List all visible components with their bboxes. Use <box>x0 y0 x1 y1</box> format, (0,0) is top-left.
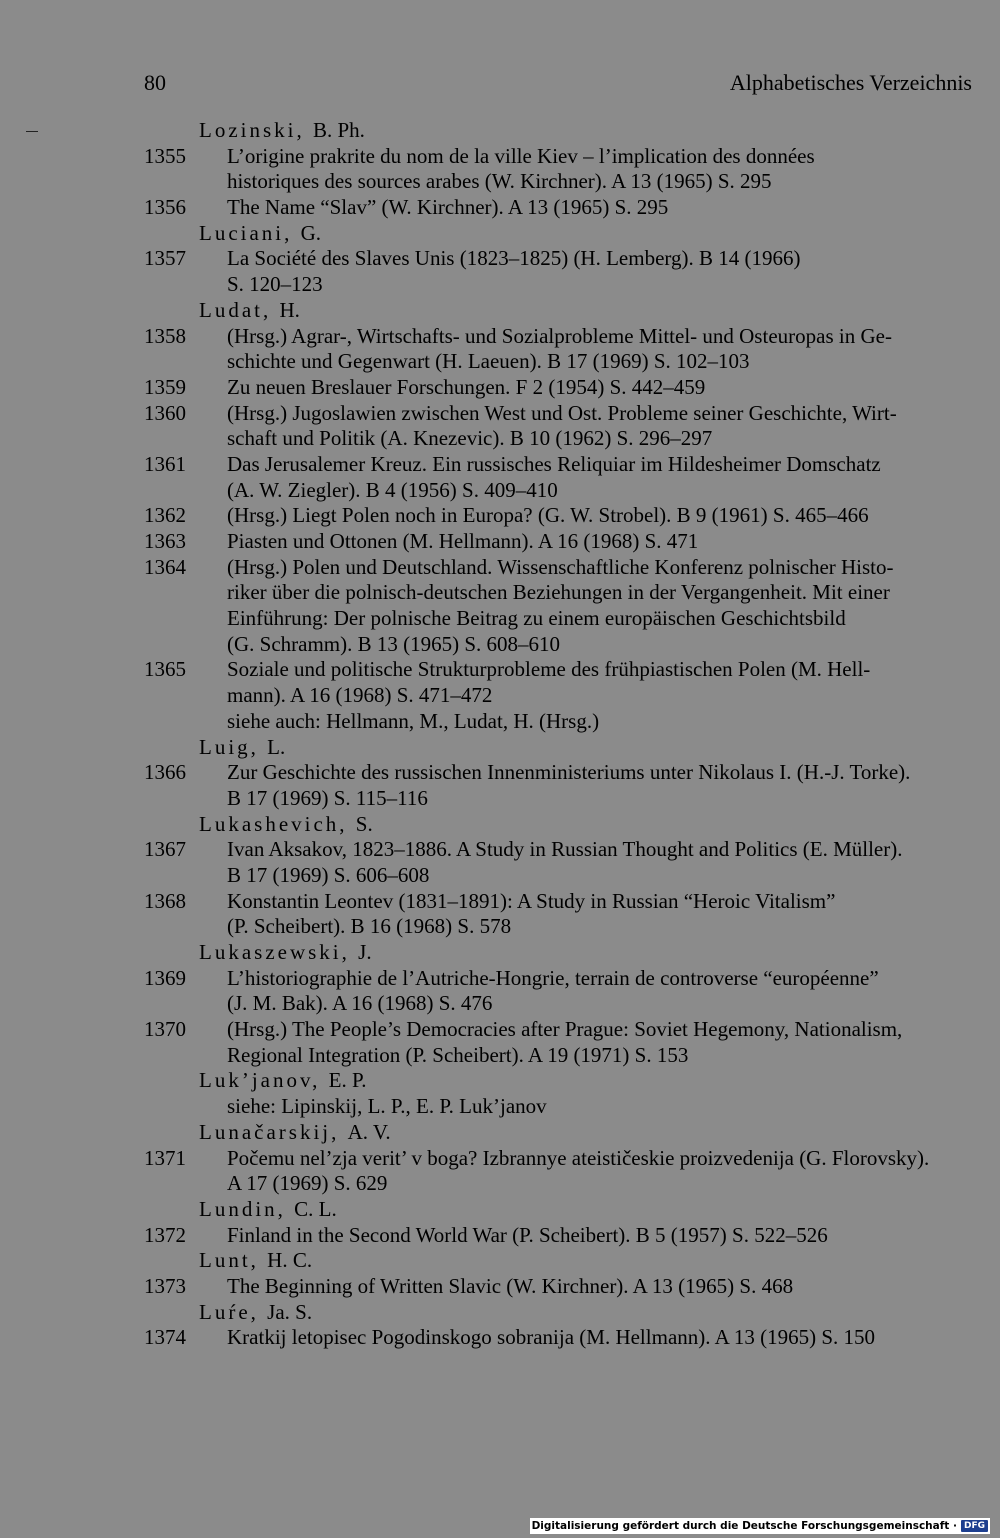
author-initials: Ja. S. <box>267 1299 313 1324</box>
author-name <box>199 1248 312 1274</box>
author-initials: L. <box>267 734 286 759</box>
entry-text: B 17 (1969) S. 115–116 <box>227 785 428 810</box>
entry-number: 1371 <box>144 1145 186 1170</box>
index-entry <box>0 452 1000 478</box>
entry-continuation <box>0 683 1000 709</box>
entry-text: The Name “Slav” (W. Kirchner). A 13 (1965) S. 295 <box>227 195 669 220</box>
entry-text: Soziale und politische Strukturprobleme des frühpiastischen Polen (M. Hell- <box>227 657 871 682</box>
entry-number: 1369 <box>144 965 186 990</box>
entry-number: 1355 <box>144 143 186 168</box>
entry-continuation <box>0 1171 1000 1197</box>
entry-text: (G. Schramm). B 13 (1965) S. 608–610 <box>227 631 561 656</box>
entry-text: siehe: Lipinskij, L. P., E. P. Luk’janov <box>227 1094 547 1119</box>
author-heading <box>0 1197 1000 1223</box>
entry-number: 1358 <box>144 323 186 348</box>
author-name <box>199 940 372 966</box>
dfg-logo: DFG <box>961 1520 988 1532</box>
entry-text: (Hrsg.) Jugoslawien zwischen West und Ost. Probleme seiner Geschichte, Wirt- <box>227 400 897 425</box>
entry-number: 1363 <box>144 529 186 553</box>
index-entry <box>0 195 1000 221</box>
author-name <box>199 221 321 247</box>
entry-text: riker über die polnisch-deutschen Beziehungen in der Vergangenheit. Mit einer <box>227 580 890 605</box>
entry-number: 1373 <box>144 1273 186 1298</box>
index-entry <box>0 837 1000 863</box>
entry-number: 1356 <box>144 195 186 220</box>
entry-text: The Beginning of Written Slavic (W. Kirchner). A 13 (1965) S. 468 <box>227 1273 794 1298</box>
entry-text: Počemu nel’zja verit’ v boga? Izbrannye ateističeskie proizvedenija (G. Florovsky). <box>227 1145 930 1170</box>
entry-continuation <box>0 349 1000 375</box>
entry-number: 1372 <box>144 1222 186 1247</box>
author-surname: Lundin, <box>199 1196 286 1221</box>
author-name <box>199 1120 391 1146</box>
entry-text: L’historiographie de l’Autriche-Hongrie, terrain de controverse “européenne” <box>227 965 879 990</box>
entry-number: 1364 <box>144 554 186 579</box>
author-surname: Lukaszewski, <box>199 940 350 964</box>
entry-continuation <box>0 169 1000 195</box>
author-name <box>199 298 300 324</box>
entry-text: A 17 (1969) S. 629 <box>227 1171 388 1196</box>
author-name <box>199 1300 312 1326</box>
author-initials: H. <box>279 297 300 322</box>
entry-text: Ivan Aksakov, 1823–1886. A Study in Russian Thought and Politics (E. Müller). <box>227 837 903 862</box>
author-initials: S. <box>355 811 373 836</box>
entry-text: Piasten und Ottonen (M. Hellmann). A 16 (1968) S. 471 <box>227 529 699 553</box>
index-entry <box>0 760 1000 786</box>
entry-text: Einführung: Der polnische Beitrag zu einem europäischen Geschichtsbild <box>227 606 846 631</box>
author-heading <box>0 298 1000 324</box>
entry-continuation <box>0 991 1000 1017</box>
entry-continuation <box>0 580 1000 606</box>
entry-text: L’origine prakrite du nom de la ville Kiev – l’implication des données <box>227 143 815 168</box>
entry-continuation <box>0 606 1000 632</box>
entry-number: 1370 <box>144 1017 186 1042</box>
author-name <box>199 1197 337 1223</box>
index-entry <box>0 144 1000 170</box>
entry-continuation <box>0 914 1000 940</box>
entry-number: 1360 <box>144 400 186 425</box>
index-entry <box>0 657 1000 683</box>
index-entry <box>0 966 1000 992</box>
entry-text: (A. W. Ziegler). B 4 (1956) S. 409–410 <box>227 477 558 502</box>
index-entry <box>0 246 1000 272</box>
entry-text: S. 120–123 <box>227 272 323 297</box>
entry-number: 1367 <box>144 837 186 862</box>
author-heading <box>0 735 1000 761</box>
index-entry <box>0 1223 1000 1249</box>
index-entry <box>0 375 1000 401</box>
entry-number: 1365 <box>144 657 186 682</box>
entry-text: (Hrsg.) Liegt Polen noch in Europa? (G. W. Strobel). B 9 (1961) S. 465–466 <box>227 503 869 528</box>
entry-number: 1357 <box>144 246 186 271</box>
running-head: Alphabetisches Verzeichnis <box>729 70 972 95</box>
index-entry <box>0 1017 1000 1043</box>
entry-text: Das Jerusalemer Kreuz. Ein russisches Reliquiar im Hildesheimer Domschatz <box>227 451 881 476</box>
entry-continuation <box>0 426 1000 452</box>
entry-continuation <box>0 632 1000 658</box>
entry-continuation <box>0 478 1000 504</box>
entry-text: Konstantin Leontev (1831–1891): A Study in Russian “Heroic Vitalism” <box>227 888 836 913</box>
entry-continuation <box>0 863 1000 889</box>
entry-text: (Hrsg.) Agrar-, Wirtschafts- und Sozialprobleme Mittel- und Osteuropas in Ge- <box>227 323 892 348</box>
entry-text: (Hrsg.) The People’s Democracies after Prague: Soviet Hegemony, Nationalism, <box>227 1017 903 1042</box>
author-initials: H. C. <box>267 1248 313 1273</box>
entry-text: (J. M. Bak). A 16 (1968) S. 476 <box>227 991 493 1016</box>
digitization-footer <box>530 1518 990 1534</box>
entry-text: (P. Scheibert). B 16 (1968) S. 578 <box>227 914 512 939</box>
entry-text: Finland in the Second World War (P. Scheibert). B 5 (1957) S. 522–526 <box>227 1222 828 1247</box>
author-heading <box>0 118 1000 144</box>
author-heading <box>0 1120 1000 1146</box>
author-initials: A. V. <box>347 1119 391 1144</box>
entry-text: schichte und Gegenwart (H. Laeuen). B 17 (1969) S. 102–103 <box>227 349 750 374</box>
entry-number: 1361 <box>144 451 186 476</box>
entry-continuation <box>0 786 1000 812</box>
index-entry <box>0 1325 1000 1351</box>
entry-number: 1366 <box>144 760 186 785</box>
footer-text: Digitalisierung gefördert durch die Deutsche Forschungsgemeinschaft · <box>531 1520 957 1532</box>
entry-text: Regional Integration (P. Scheibert). A 19 (1971) S. 153 <box>227 1042 689 1067</box>
index-entry <box>0 324 1000 350</box>
author-surname: Luig, <box>199 734 259 759</box>
author-heading <box>0 1248 1000 1274</box>
author-surname: Lukashevich, <box>199 811 348 836</box>
author-name <box>199 118 365 144</box>
index-entry <box>0 529 1000 555</box>
entry-continuation <box>0 1094 1000 1120</box>
index-entry <box>0 503 1000 529</box>
entry-continuation <box>0 1043 1000 1069</box>
index-entry <box>0 401 1000 427</box>
entry-number: 1362 <box>144 503 186 528</box>
entry-continuation <box>0 709 1000 735</box>
entry-number: 1368 <box>144 888 186 913</box>
author-surname: Luŕe, <box>199 1299 259 1324</box>
author-surname: Luciani, <box>199 220 293 245</box>
author-name <box>199 1068 367 1094</box>
author-surname: Lunačarskij, <box>199 1119 340 1144</box>
author-surname: Lunt, <box>199 1248 259 1273</box>
index-entry <box>0 555 1000 581</box>
entry-text: schaft und Politik (A. Knezevic). B 10 (1962) S. 296–297 <box>227 426 713 451</box>
entry-text: Zur Geschichte des russischen Innenministeriums unter Nikolaus I. (H.-J. Torke). <box>227 760 911 785</box>
entry-text: B 17 (1969) S. 606–608 <box>227 862 430 887</box>
entry-text: historiques des sources arabes (W. Kirchner). A 13 (1965) S. 295 <box>227 169 772 194</box>
author-initials: B. Ph. <box>313 118 365 142</box>
index-entry <box>0 889 1000 915</box>
author-name <box>199 812 373 838</box>
entry-number: 1359 <box>144 374 186 399</box>
entry-text: mann). A 16 (1968) S. 471–472 <box>227 683 493 708</box>
page-number: 80 <box>144 70 166 95</box>
author-surname: Luk’janov, <box>199 1068 321 1093</box>
author-name <box>199 735 285 761</box>
author-heading <box>0 221 1000 247</box>
entry-text: Zu neuen Breslauer Forschungen. F 2 (1954) S. 442–459 <box>227 374 706 399</box>
entry-number: 1374 <box>144 1325 186 1350</box>
index-entry <box>0 1146 1000 1172</box>
index-entries <box>0 118 1000 1351</box>
entry-text: (Hrsg.) Polen und Deutschland. Wissenschaftliche Konferenz polnischer Histo- <box>227 554 894 579</box>
author-initials: C. L. <box>294 1196 337 1221</box>
index-entry <box>0 1274 1000 1300</box>
author-heading <box>0 1300 1000 1326</box>
entry-text: La Société des Slaves Unis (1823–1825) (H. Lemberg). B 14 (1966) <box>227 246 801 271</box>
author-surname: Lozinski, <box>199 118 305 142</box>
author-initials: G. <box>300 220 322 245</box>
entry-text: Kratkij letopisec Pogodinskogo sobranija (M. Hellmann). A 13 (1965) S. 150 <box>227 1325 876 1350</box>
author-heading <box>0 1068 1000 1094</box>
entry-text: siehe auch: Hellmann, M., Ludat, H. (Hrsg.) <box>227 708 600 733</box>
author-surname: Ludat, <box>199 297 272 322</box>
entry-continuation <box>0 272 1000 298</box>
author-initials: J. <box>358 940 372 964</box>
author-initials: E. P. <box>328 1068 367 1093</box>
author-heading <box>0 940 1000 966</box>
author-heading <box>0 812 1000 838</box>
